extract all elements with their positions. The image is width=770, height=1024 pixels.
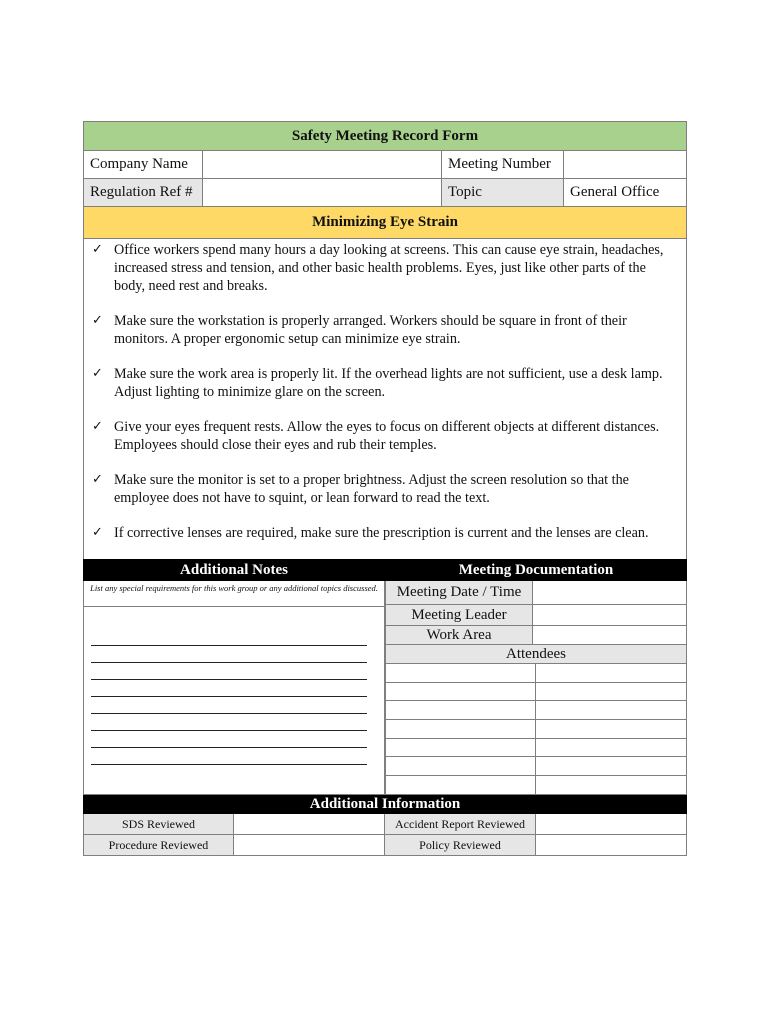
attendee-row bbox=[385, 720, 687, 739]
attendee-field[interactable] bbox=[385, 720, 536, 739]
meeting-leader-row bbox=[385, 605, 687, 626]
form-title: Safety Meeting Record Form bbox=[83, 121, 687, 151]
policy-reviewed-field[interactable] bbox=[536, 835, 687, 856]
attendee-row bbox=[385, 776, 687, 795]
note-line[interactable] bbox=[91, 714, 367, 731]
checkmark-icon: ✓ bbox=[92, 242, 103, 257]
sds-reviewed-field[interactable] bbox=[234, 814, 385, 835]
note-line[interactable] bbox=[91, 646, 367, 663]
regulation-row bbox=[83, 179, 687, 207]
work-area-row bbox=[385, 626, 687, 645]
bullet-text: Make sure the workstation is properly arranged. Workers should be square in front of their monitors. A proper ergonomic setup can minimize eye strain. bbox=[114, 313, 627, 347]
note-line[interactable] bbox=[91, 629, 367, 646]
additional-information-heading: Additional Information bbox=[83, 795, 687, 814]
regulation-ref-label: Regulation Ref # bbox=[83, 178, 203, 207]
attendee-field[interactable] bbox=[385, 701, 536, 720]
bullet-text: If corrective lenses are required, make sure the prescription is current and the lenses are clean. bbox=[114, 525, 649, 541]
notes-lines[interactable] bbox=[84, 607, 384, 795]
attendees-heading: Attendees bbox=[385, 645, 687, 664]
sds-reviewed-label: SDS Reviewed bbox=[83, 814, 234, 835]
policy-reviewed-label: Policy Reviewed bbox=[385, 835, 536, 856]
notes-documentation-header bbox=[83, 559, 687, 581]
accident-report-field[interactable] bbox=[536, 814, 687, 835]
meeting-leader-field[interactable] bbox=[533, 605, 687, 626]
company-name-label: Company Name bbox=[83, 150, 203, 179]
meeting-number-field[interactable] bbox=[563, 150, 687, 179]
topic-heading: Minimizing Eye Strain bbox=[83, 206, 687, 239]
work-area-field[interactable] bbox=[533, 626, 687, 645]
checkmark-icon: ✓ bbox=[92, 313, 103, 328]
attendee-row bbox=[385, 757, 687, 776]
attendee-field[interactable] bbox=[536, 664, 687, 683]
attendee-field[interactable] bbox=[536, 683, 687, 702]
attendee-row bbox=[385, 683, 687, 702]
bullet-list bbox=[83, 239, 687, 559]
attendee-field[interactable] bbox=[385, 757, 536, 776]
bullet-text: Office workers spend many hours a day looking at screens. This can cause eye strain, headaches, increased stress and tension, and other basic health problems. Eyes, just like other parts of the body, need rest and breaks. bbox=[114, 242, 664, 294]
attendee-row bbox=[385, 739, 687, 758]
meeting-date-field[interactable] bbox=[533, 581, 687, 605]
attendee-field[interactable] bbox=[536, 720, 687, 739]
attendee-field[interactable] bbox=[536, 739, 687, 758]
attendee-field[interactable] bbox=[536, 776, 687, 795]
notes-hint: List any special requirements for this work group or any additional topics discussed. bbox=[84, 581, 384, 607]
list-item bbox=[92, 471, 664, 507]
attendee-field[interactable] bbox=[536, 757, 687, 776]
notes-documentation-section bbox=[83, 581, 687, 795]
topic-label: Topic bbox=[441, 178, 564, 207]
meeting-number-label: Meeting Number bbox=[441, 150, 564, 179]
company-name-field[interactable] bbox=[202, 150, 442, 179]
meeting-date-label: Meeting Date / Time bbox=[385, 581, 533, 605]
meeting-documentation-heading: Meeting Documentation bbox=[458, 561, 614, 578]
regulation-ref-field[interactable] bbox=[202, 178, 442, 207]
checkmark-icon: ✓ bbox=[92, 525, 103, 540]
procedure-reviewed-field[interactable] bbox=[234, 835, 385, 856]
safety-meeting-form bbox=[83, 121, 687, 856]
meeting-date-row bbox=[385, 581, 687, 605]
checkmark-icon: ✓ bbox=[92, 366, 103, 381]
additional-notes-panel bbox=[83, 581, 385, 795]
topic-field[interactable]: General Office bbox=[563, 178, 687, 207]
accident-report-label: Accident Report Reviewed bbox=[385, 814, 536, 835]
attendee-row bbox=[385, 701, 687, 720]
note-line[interactable] bbox=[91, 731, 367, 748]
meeting-documentation-panel bbox=[385, 581, 687, 795]
attendee-row bbox=[385, 664, 687, 683]
checkmark-icon: ✓ bbox=[92, 419, 103, 434]
additional-notes-heading: Additional Notes bbox=[180, 561, 288, 578]
bullet-text: Give your eyes frequent rests. Allow the eyes to focus on different objects at different distances. Employees should close their eyes and rub their temples. bbox=[114, 419, 660, 453]
attendee-field[interactable] bbox=[385, 739, 536, 758]
bullet-text: Make sure the work area is properly lit. If the overhead lights are not sufficient, use a desk lamp. Adjust lighting to minimize glare on the screen. bbox=[114, 366, 663, 400]
attendee-field[interactable] bbox=[385, 776, 536, 795]
note-line[interactable] bbox=[91, 663, 367, 680]
list-item bbox=[92, 524, 664, 542]
work-area-label: Work Area bbox=[385, 626, 533, 645]
attendee-field[interactable] bbox=[536, 701, 687, 720]
info-row bbox=[83, 835, 687, 856]
meeting-leader-label: Meeting Leader bbox=[385, 605, 533, 626]
list-item bbox=[92, 365, 664, 401]
note-line[interactable] bbox=[91, 680, 367, 697]
attendee-field[interactable] bbox=[385, 664, 536, 683]
bullet-text: Make sure the monitor is set to a proper brightness. Adjust the screen resolution so that the employee does not have to squint, or lean forward to read the text. bbox=[114, 472, 629, 506]
procedure-reviewed-label: Procedure Reviewed bbox=[83, 835, 234, 856]
checkmark-icon: ✓ bbox=[92, 472, 103, 487]
info-row bbox=[83, 814, 687, 835]
list-item bbox=[92, 312, 664, 348]
company-row bbox=[83, 151, 687, 179]
note-line[interactable] bbox=[91, 697, 367, 714]
list-item bbox=[92, 418, 664, 454]
attendee-field[interactable] bbox=[385, 683, 536, 702]
list-item bbox=[92, 241, 664, 295]
note-line[interactable] bbox=[91, 748, 367, 765]
